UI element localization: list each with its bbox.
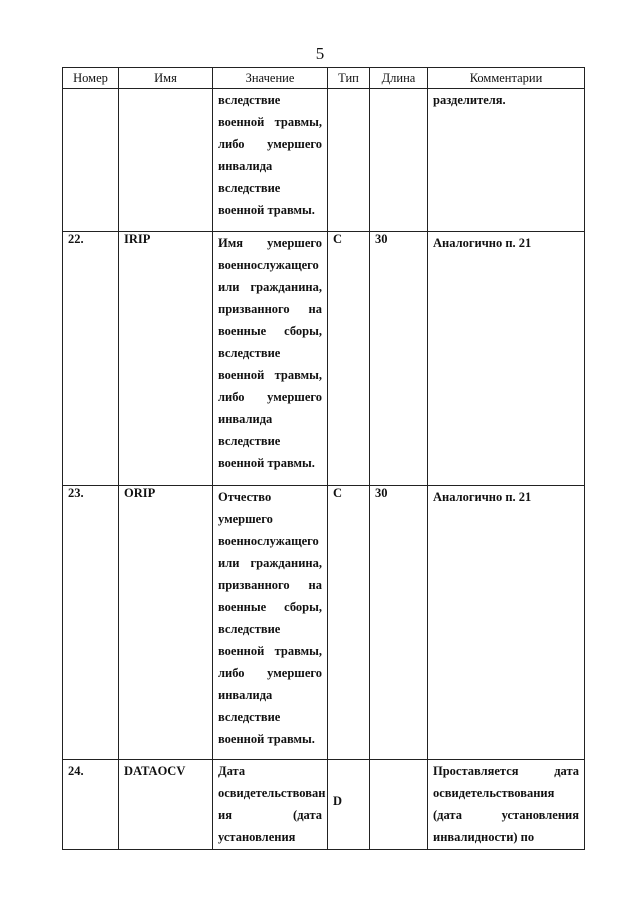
cell-value xyxy=(213,232,328,486)
header-length: Длина xyxy=(370,68,428,89)
value-line: или гражданина, xyxy=(218,280,322,294)
value-line: военной травмы, xyxy=(218,368,322,382)
cell-type: C xyxy=(328,486,370,760)
cell-length: 30 xyxy=(370,486,428,760)
comment-line: освидетельствования xyxy=(433,786,555,800)
comment-line: (дата установления xyxy=(433,808,579,822)
value-line: установления xyxy=(218,830,296,844)
cell-comment xyxy=(428,232,585,486)
value-line: Дата xyxy=(218,764,246,778)
cell-number xyxy=(63,89,119,232)
value-line: Имя умершего xyxy=(218,236,322,250)
cell-length xyxy=(370,760,428,850)
value-line: вследствие xyxy=(218,622,281,636)
value-line: призванного на xyxy=(218,578,322,592)
table-row xyxy=(63,89,585,232)
value-line: Отчество xyxy=(218,490,272,504)
comment-line: Аналогично п. 21 xyxy=(433,236,532,250)
value-line: военной травмы. xyxy=(218,203,315,217)
cell-type: C xyxy=(328,232,370,486)
table-header-row xyxy=(63,68,585,89)
cell-name xyxy=(119,89,213,232)
value-line: либо умершего xyxy=(218,390,322,404)
comment-line: инвалидности) по xyxy=(433,830,535,844)
value-line: инвалида xyxy=(218,159,273,173)
value-line: военные сборы, xyxy=(218,600,322,614)
cell-number: 23. xyxy=(63,486,119,760)
header-comments: Комментарии xyxy=(428,68,585,89)
comment-line: Проставляется дата xyxy=(433,764,579,778)
cell-comment xyxy=(428,760,585,850)
data-table xyxy=(62,67,585,850)
cell-type xyxy=(328,89,370,232)
value-line: военной травмы. xyxy=(218,732,315,746)
value-line: вследствие xyxy=(218,434,281,448)
value-line: вследствие xyxy=(218,93,281,107)
comment-line: разделителя. xyxy=(433,93,506,107)
cell-comment xyxy=(428,89,585,232)
header-value: Значение xyxy=(213,68,328,89)
value-line: освидетельствован xyxy=(218,786,326,800)
cell-comment xyxy=(428,486,585,760)
value-line: военной травмы. xyxy=(218,456,315,470)
value-line: призванного на xyxy=(218,302,322,316)
value-line: военнослужащего xyxy=(218,258,319,272)
value-line: военнослужащего xyxy=(218,534,319,548)
value-line: вследствие xyxy=(218,710,281,724)
cell-name: IRIP xyxy=(119,232,213,486)
value-line: военные сборы, xyxy=(218,324,322,338)
cell-number: 22. xyxy=(63,232,119,486)
value-line: инвалида xyxy=(218,412,273,426)
cell-value xyxy=(213,89,328,232)
value-line: военной травмы, xyxy=(218,644,322,658)
value-line: военной травмы, xyxy=(218,115,322,129)
table-row xyxy=(63,232,585,486)
page-number: 5 xyxy=(315,44,325,63)
value-line: или гражданина, xyxy=(218,556,322,570)
cell-type: D xyxy=(328,760,370,850)
header-number: Номер xyxy=(63,68,119,89)
value-line: ия (дата xyxy=(218,808,322,822)
value-line: вследствие xyxy=(218,181,281,195)
cell-name: DATAOCV xyxy=(119,760,213,850)
header-name: Имя xyxy=(119,68,213,89)
cell-length xyxy=(370,89,428,232)
comment-line: Аналогично п. 21 xyxy=(433,490,532,504)
cell-name: ORIP xyxy=(119,486,213,760)
table-row xyxy=(63,760,585,850)
cell-number: 24. xyxy=(63,760,119,850)
value-line: либо умершего xyxy=(218,137,322,151)
cell-value xyxy=(213,486,328,760)
value-line: либо умершего xyxy=(218,666,322,680)
value-line: вследствие xyxy=(218,346,281,360)
cell-value xyxy=(213,760,328,850)
value-line: инвалида xyxy=(218,688,273,702)
table-row xyxy=(63,486,585,760)
header-type: Тип xyxy=(328,68,370,89)
value-line: умершего xyxy=(218,512,273,526)
cell-length: 30 xyxy=(370,232,428,486)
